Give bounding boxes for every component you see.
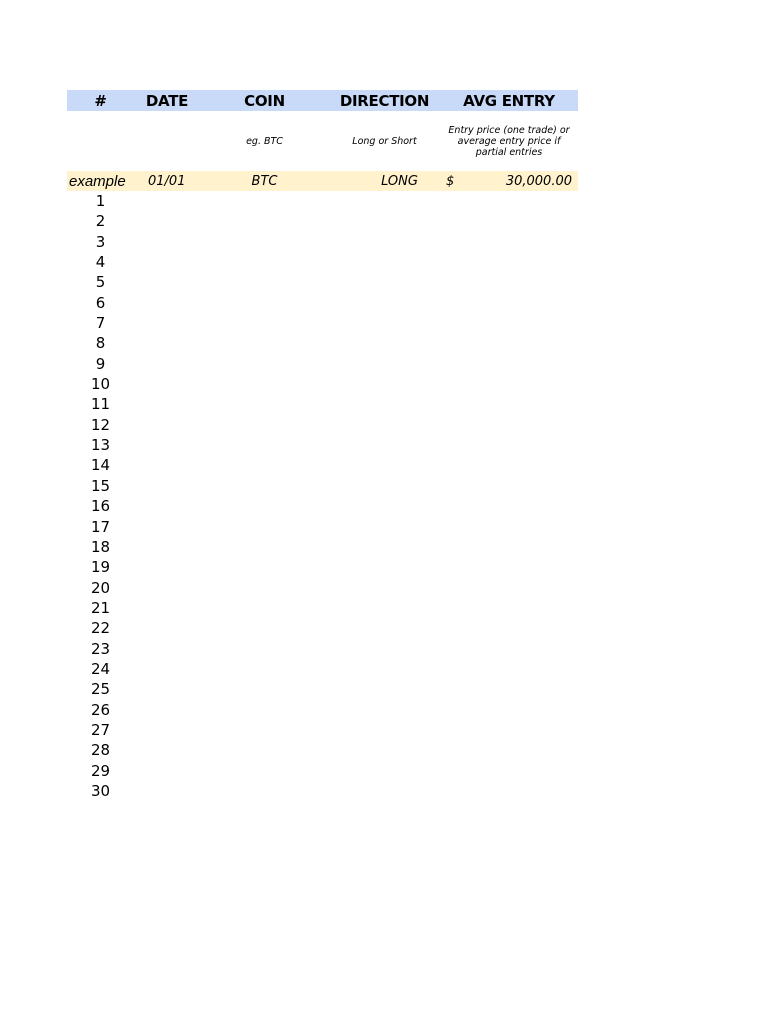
table-row[interactable]: 28: [90, 741, 111, 760]
table-row[interactable]: 27: [90, 720, 111, 739]
table-row[interactable]: 11: [90, 395, 111, 414]
table-row[interactable]: 30: [90, 781, 111, 800]
table-row[interactable]: 13: [90, 436, 111, 455]
table-row[interactable]: 5: [95, 273, 106, 292]
header-coin: COIN: [244, 91, 285, 110]
table-row[interactable]: 2: [95, 212, 106, 231]
table-row[interactable]: 25: [90, 680, 111, 699]
table-row[interactable]: 6: [95, 293, 106, 312]
example-row[interactable]: [67, 171, 578, 191]
trade-log-sheet: [67, 90, 578, 801]
example-label[interactable]: example: [69, 172, 126, 190]
example-currency: $: [446, 173, 455, 189]
table-row[interactable]: 8: [95, 334, 106, 353]
header-num: #: [94, 91, 107, 110]
table-row[interactable]: 7: [95, 314, 106, 333]
example-date[interactable]: 01/01: [148, 173, 186, 189]
table-row[interactable]: 1: [95, 192, 106, 210]
table-row[interactable]: 16: [90, 497, 111, 516]
table-row[interactable]: 12: [90, 415, 111, 434]
table-row[interactable]: 23: [90, 639, 111, 658]
table-row[interactable]: 24: [90, 659, 111, 678]
table-row[interactable]: 29: [90, 761, 111, 780]
table-row[interactable]: 14: [90, 456, 111, 475]
header-direction: DIRECTION: [339, 91, 430, 110]
hint-avg-entry: Entry price (one trade) or average entry price if partial entries: [448, 124, 570, 158]
row-number-list: [67, 191, 578, 801]
hint-direction: Long or Short: [352, 135, 417, 147]
table-row[interactable]: 19: [90, 558, 111, 577]
table-row[interactable]: 22: [90, 619, 111, 638]
table-row[interactable]: 9: [95, 354, 106, 373]
table-row[interactable]: 10: [90, 375, 111, 394]
header-row: [67, 90, 578, 111]
example-entry-cell[interactable]: [440, 174, 578, 189]
header-date: DATE: [145, 91, 189, 110]
table-row[interactable]: 17: [90, 517, 111, 536]
example-direction[interactable]: LONG: [381, 173, 418, 189]
header-avg-entry: AVG ENTRY: [463, 91, 555, 110]
table-row[interactable]: 18: [90, 537, 111, 556]
table-row[interactable]: 4: [95, 253, 106, 272]
example-coin[interactable]: BTC: [251, 173, 278, 189]
table-row[interactable]: 15: [90, 476, 111, 495]
table-row[interactable]: 20: [90, 578, 111, 597]
hint-row: [67, 111, 578, 171]
table-row[interactable]: 21: [90, 598, 111, 617]
table-row[interactable]: 26: [90, 700, 111, 719]
example-entry: 30,000.00: [505, 173, 572, 189]
table-row[interactable]: 3: [95, 232, 106, 251]
hint-coin: eg. BTC: [246, 135, 283, 147]
